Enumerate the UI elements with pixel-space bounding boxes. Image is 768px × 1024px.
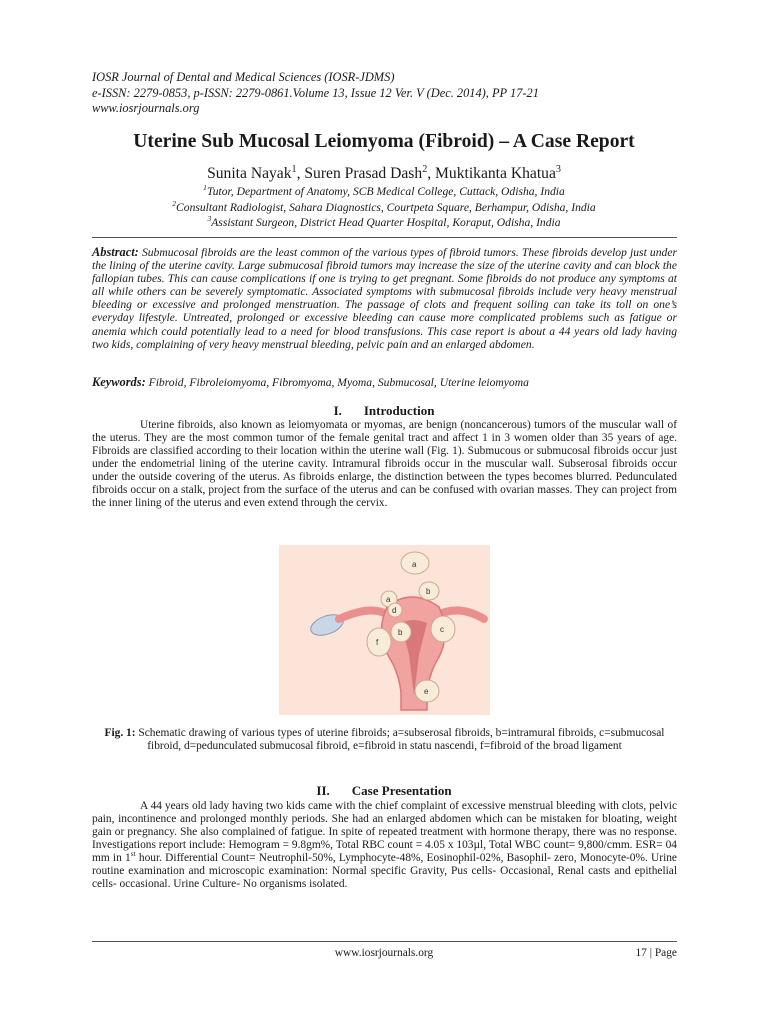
footer-website[interactable]: www.iosrjournals.org	[334, 947, 434, 959]
abstract-text: Submucosal fibroids are the least common of the various types of fibroid tumors. These fibroids develop just under the lining of the uterine cavity. Large submucosal fibroid tumors may increase the size of the uterine cavity and can block the fallopian tubes. This can cause complications if one is trying to get pregnant. Some fibroids do not produce any symptoms at all while others can be severely symptomatic. Associated symptoms with submucosal fibroids include very heavy menstrual bleeding or excessive and prolonged menstruation. The passage of clots and frequent soiling can take its toll on one’s everyday lifestyle. Untreated, prolonged or excessive bleeding can cause more complicated problems such as fatigue or anemia which could potentially lead to a need for blood transfusions. This case report is about a 44 years old lady having two kids, complaining of very heavy menstrual bleeding, pelvic pain and an enlarged abdomen.	[92, 246, 677, 351]
affiliation	[0, 201, 768, 214]
abstract-label: Abstract:	[92, 245, 139, 259]
affiliation-text: Assistant Surgeon, District Head Quarter Hospital, Koraput, Odisha, India	[211, 216, 561, 229]
section-title: Case Presentation	[351, 783, 452, 798]
figure-caption-text: Schematic drawing of various types of uterine fibroids; a=subserosal fibroids, b=intramural fibroids, c=submucosal fibroid, d=pedunculated submucosal fibroid, e=fibroid in statu nascendi, f=fibroid of the broad ligament	[138, 727, 665, 753]
page-number: 17 | Page	[635, 947, 677, 959]
keywords-text: Fibroid, Fibroleiomyoma, Fibromyoma, Myoma, Submucosal, Uterine leiomyoma	[148, 376, 529, 389]
figure-caption-label: Fig. 1:	[104, 727, 136, 739]
fibroid-b-label: b	[426, 587, 431, 596]
ordinal-suffix: st	[130, 849, 136, 859]
author-name: Muktikanta Khatua	[435, 165, 556, 182]
uterus-diagram	[279, 545, 490, 715]
introduction-paragraph	[92, 419, 677, 510]
keywords	[92, 375, 677, 390]
abstract	[92, 246, 677, 351]
section-number: II.	[316, 783, 330, 798]
journal-name: IOSR Journal of Dental and Medical Sciences (IOSR-JDMS)	[92, 70, 395, 84]
fibroid-e-label: e	[424, 687, 429, 696]
author-affil-mark: 1	[291, 163, 297, 175]
fibroid-a-label: a	[412, 560, 417, 569]
affiliation	[0, 185, 768, 198]
affiliation-text: Tutor, Department of Anatomy, SCB Medical College, Cuttack, Odisha, India	[206, 185, 565, 198]
fibroid-b-label: b	[398, 628, 403, 637]
section-heading-case-presentation	[0, 783, 768, 799]
section-heading-introduction	[0, 403, 768, 419]
fibroid-d-label: d	[392, 606, 397, 615]
affiliation-text: Consultant Radiologist, Sahara Diagnostics, Courtpeta Square, Berhampur, Odisha, India	[176, 201, 596, 214]
header-divider	[92, 237, 677, 238]
section-number: I.	[333, 403, 342, 418]
affiliation-mark: 1	[203, 183, 207, 193]
case-presentation-paragraph	[92, 800, 677, 891]
author-name: Suren Prasad Dash	[304, 165, 423, 182]
author-name: Sunita Nayak	[207, 165, 292, 182]
fibroid-c-label: c	[440, 625, 444, 634]
fibroid-f	[367, 628, 391, 656]
introduction-text: Uterine fibroids, also known as leiomyomata or myomas, are benign (noncancerous) tumors of the muscular wall of the uterus. They are the most common tumor of the female genital tract and affect 1 in 3 women older than 35 years of age. Fibroids are classified according to their location within the uterine wall (Fig. 1). Submucous or submucosal fibroids occur just under the endometrial lining of the uterine cavity. Intramural fibroids occur in the muscular wall. Subserosal fibroids occur under the outside covering of the uterus. As fibroids enlarge, the distinction between the types becomes blurred. Pedunculated fibroids occur on a stalk, project from the surface of the uterus and can be confused with ovarian masses. They can project from the inner lining of the uterus and even extend through the cervix.	[92, 419, 677, 510]
section-title: Introduction	[363, 403, 435, 418]
paper-title: Uterine Sub Mucosal Leiomyoma (Fibroid) – A Case Report	[133, 131, 635, 152]
figure-caption	[92, 727, 677, 753]
author-affil-mark: 3	[555, 163, 561, 175]
fibroid-a-label: a	[386, 595, 391, 604]
case-text-part-1: A 44 years old lady having two kids came with the chief complaint of excessive menstrual bleeding with clots, pelvic pain, incontinence and prolonged monthly periods. She had an enlarged abdomen which can be mistaken for bloating, weight gain or pregnancy. She also complained of fatigue. In spite of repeated treatment with hormone therapy, there was no response. Investigations report include: Hemogram = 9.8gm%, Total RBC count = 4.05 x 103µl, Total WBC count= 9,800/cmm. ESR= 04 mm in 1	[92, 800, 677, 865]
author-affil-mark: 2	[422, 163, 428, 175]
affiliation-mark: 2	[172, 199, 177, 209]
fibroid-f-label: f	[376, 638, 379, 647]
affiliation-mark: 3	[207, 214, 212, 224]
author-list: Sunita Nayak$^1$, Suren Prasad Dash$^2$, Muktikanta Khatua$^3$	[207, 163, 561, 182]
footer-divider	[92, 941, 677, 942]
issn-line: e-ISSN: 2279-0853, p-ISSN: 2279-0861.Volume 13, Issue 12 Ver. V (Dec. 2014), PP 17-21	[92, 86, 539, 100]
keywords-label: Keywords:	[92, 375, 146, 389]
case-text-part-2: hour. Differential Count= Neutrophil-50%, Lymphocyte-48%, Eosinophil-02%, Basophil- zero, Monocyte-0%. Urine routine examination and microscopic examination: Normal specific Gravity, Pus cells- Occasional, Renal casts and epithelial cells- occasional. Urine Culture- No organisms isolated.	[92, 852, 677, 891]
journal-website[interactable]: www.iosrjournals.org	[92, 101, 200, 115]
fibroid-figure	[279, 545, 490, 715]
affiliation	[0, 216, 768, 229]
